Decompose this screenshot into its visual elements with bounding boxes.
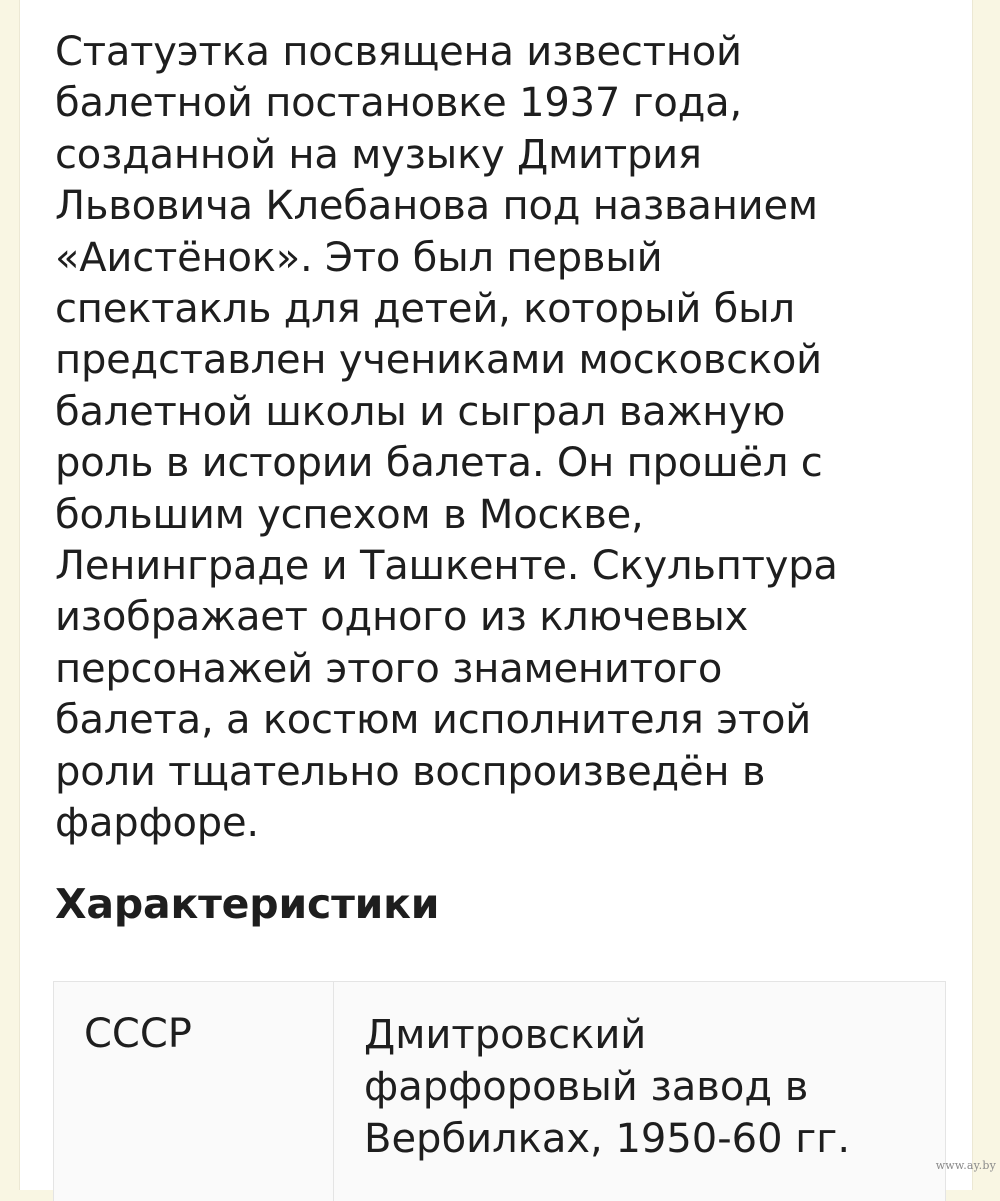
spec-value-line: Дмитровский bbox=[364, 1012, 647, 1058]
description-line: спектакль для детей, который был bbox=[55, 286, 795, 333]
description-line: Львовича Клебанова под названием bbox=[55, 183, 818, 230]
description-line: роль в истории балета. Он прошёл с bbox=[55, 440, 823, 487]
description-line: представлен учениками московской bbox=[55, 337, 822, 384]
description-line: Ленинграде и Ташкенте. Скульптура bbox=[55, 543, 838, 590]
site-watermark: www.ay.by bbox=[935, 1159, 996, 1172]
characteristics-heading: Характеристики bbox=[55, 880, 440, 928]
description-line: большим успехом в Москве, bbox=[55, 491, 644, 538]
description-line: «Аистёнок». Это был первый bbox=[55, 234, 663, 281]
spec-value bbox=[334, 982, 945, 1201]
spec-value-line: фарфоровый завод в bbox=[364, 1064, 809, 1110]
spec-value-line: Вербилках, 1950-60 гг. bbox=[364, 1116, 851, 1162]
description-line: фарфоре. bbox=[55, 800, 259, 847]
product-description bbox=[55, 27, 935, 850]
spec-key: СССР bbox=[54, 982, 334, 1201]
characteristics-table bbox=[53, 981, 946, 1201]
table-row bbox=[54, 982, 945, 1201]
description-line: балетной постановке 1937 года, bbox=[55, 80, 742, 127]
description-line: балетной школы и сыграл важную bbox=[55, 388, 786, 435]
description-line: роли тщательно воспроизведён в bbox=[55, 748, 766, 795]
description-line: изображает одного из ключевых bbox=[55, 594, 749, 641]
description-line: персонажей этого знаменитого bbox=[55, 645, 723, 692]
description-line: балета, а костюм исполнителя этой bbox=[55, 697, 812, 744]
description-line: созданной на музыку Дмитрия bbox=[55, 131, 702, 178]
description-line: Статуэтка посвящена известной bbox=[55, 29, 742, 75]
